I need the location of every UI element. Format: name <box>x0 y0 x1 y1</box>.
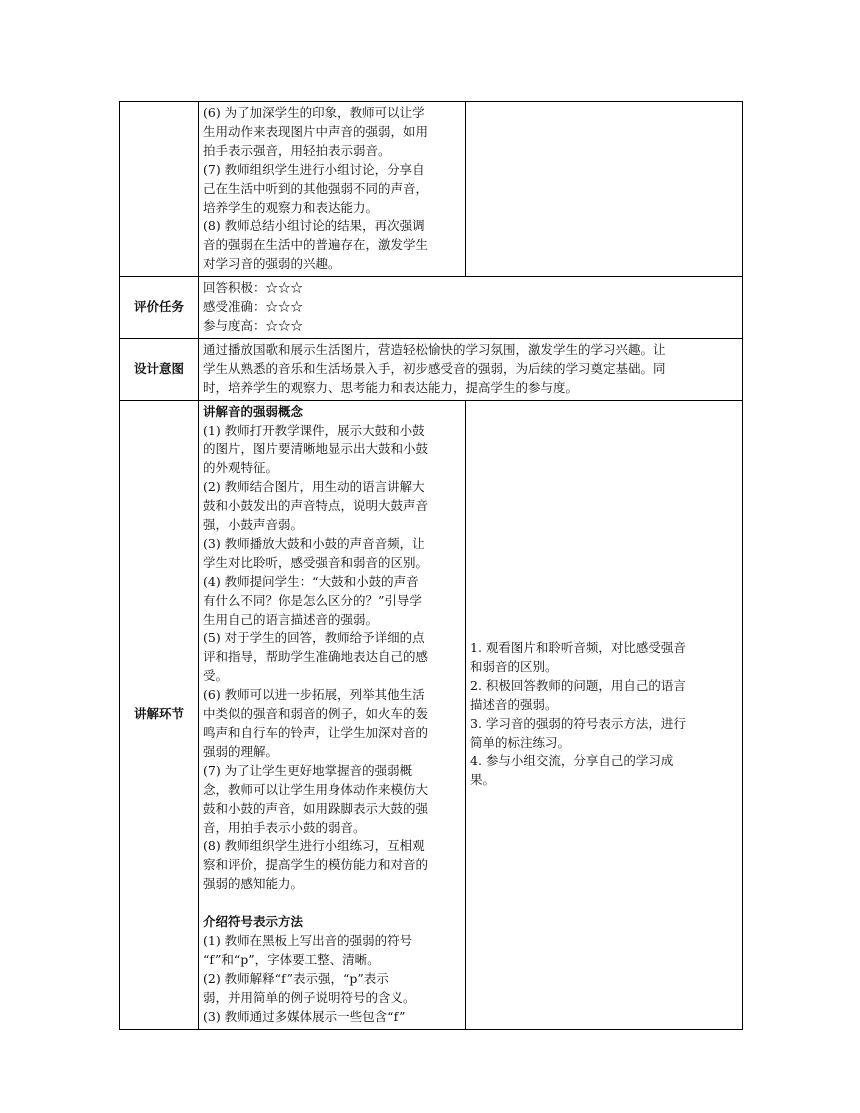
evaluation-lines <box>203 279 738 336</box>
text-line: (7) 教师组织学生进行小组讨论，分享自 <box>203 161 425 177</box>
student-activity-cell <box>466 400 743 1029</box>
explanation-process-cell <box>199 400 466 1029</box>
text-line: (8) 教师组织学生进行小组练习，互相观 <box>203 838 425 854</box>
text-line: 4. 参与小组交流，分享自己的学习成 <box>470 753 674 769</box>
text-line: (1) 教师打开教学课件，展示大鼓和小鼓 <box>203 422 425 438</box>
text-line: 回答积极：☆☆☆ <box>203 280 304 296</box>
text-line: 中类似的强音和弱音的例子，如火车的轰 <box>203 706 429 722</box>
table-row-design-intent <box>120 338 743 400</box>
text-line: (8) 教师总结小组讨论的结果，再次强调 <box>203 218 425 234</box>
table-row-continued-process <box>120 102 743 277</box>
process-cell <box>199 102 466 277</box>
text-line: 培养学生的观察力和表达能力。 <box>203 199 379 215</box>
text-line: 拍手表示强音，用轻拍表示弱音。 <box>203 142 391 158</box>
text-line: 有什么不同？你是怎么区分的？”引导学 <box>203 592 422 608</box>
text-line: 和弱音的区别。 <box>470 658 558 674</box>
text-line: 强，小鼓声音弱。 <box>203 517 304 533</box>
design-intent-lines <box>203 341 738 398</box>
text-line: 评和指导，帮助学生准确地表达自己的感 <box>203 649 429 665</box>
text-line: 念，教师可以让学生用身体动作来模仿大 <box>203 781 429 797</box>
text-line: 简单的标注练习。 <box>470 734 571 750</box>
row-label-design-intent: 设计意图 <box>120 338 199 400</box>
text-line: (1) 教师在黑板上写出音的强弱的符号 <box>203 933 413 949</box>
text-line: 的外观特征。 <box>203 460 279 476</box>
text-line: 对学习音的强弱的兴趣。 <box>203 256 341 272</box>
text-line: 学生对比聆听，感受强音和弱音的区别。 <box>203 554 429 570</box>
row-label-empty <box>120 102 199 277</box>
section-title-strength-concept: 讲解音的强弱概念 <box>203 403 304 419</box>
text-line: (6) 教师可以进一步拓展，列举其他生活 <box>203 687 425 703</box>
section-spacer <box>203 894 461 913</box>
text-line: 己在生活中听到的其他强弱不同的声音， <box>203 180 429 196</box>
text-line: 音的强弱在生活中的普遍存在，激发学生 <box>203 237 429 253</box>
symbol-method-lines <box>203 932 461 1027</box>
text-line: 学生从熟悉的音乐和生活场景入手，初步感受音的强弱，为后续的学习奠定基础。同 <box>203 360 666 376</box>
text-line: 察和评价，提高学生的模仿能力和对音的 <box>203 857 429 873</box>
text-line: (7) 为了让学生更好地掌握音的强弱概 <box>203 762 413 778</box>
text-line: (2) 教师解释“f”表示强，“p”表示 <box>203 970 389 986</box>
text-line: 通过播放国歌和展示生活图片，营造轻松愉快的学习氛围，激发学生的学习兴趣。让 <box>203 341 666 357</box>
text-line: 感受准确：☆☆☆ <box>203 299 304 315</box>
text-line: 2. 积极回答教师的问题，用自己的语言 <box>470 677 686 693</box>
text-line: 鼓和小鼓发出的声音特点，说明大鼓声音 <box>203 498 429 514</box>
text-line: 3. 学习音的强弱的符号表示方法，进行 <box>470 715 686 731</box>
text-line: 参与度高：☆☆☆ <box>203 317 304 333</box>
text-line: 生用自己的语言描述音的强弱。 <box>203 611 379 627</box>
text-line: 果。 <box>470 772 496 788</box>
text-line: 鸣声和自行车的铃声，让学生加深对音的 <box>203 725 429 740</box>
text-line: (2) 教师结合图片，用生动的语言讲解大 <box>203 479 425 495</box>
text-line: 生用动作来表现图片中声音的强弱，如用 <box>203 123 429 139</box>
text-line: (4) 教师提问学生：“大鼓和小鼓的声音 <box>203 573 419 589</box>
text-line: (5) 对于学生的回答，教师给予详细的点 <box>203 630 425 646</box>
text-line: (3) 教师播放大鼓和小鼓的声音音频，让 <box>203 535 425 551</box>
section-title-symbol-method: 介绍符号表示方法 <box>203 914 304 930</box>
text-line: 受。 <box>203 668 229 684</box>
text-line: 鼓和小鼓的声音，如用跺脚表示大鼓的强 <box>203 800 429 816</box>
row-label-evaluation: 评价任务 <box>120 277 199 339</box>
student-activity-lines <box>470 639 738 790</box>
strength-concept-lines <box>203 422 461 895</box>
activity-cell-empty <box>466 102 743 277</box>
process-lines <box>203 104 461 274</box>
evaluation-cell <box>199 277 743 339</box>
text-line: 弱，并用简单的例子说明符号的含义。 <box>203 989 416 1005</box>
text-line: 强弱的理解。 <box>203 743 279 759</box>
table-row-evaluation <box>120 277 743 339</box>
text-line: 强弱的感知能力。 <box>203 876 304 892</box>
text-line: 时，培养学生的观察力、思考能力和表达能力，提高学生的参与度。 <box>203 379 579 395</box>
row-label-explanation: 讲解环节 <box>120 400 199 1029</box>
text-line: 1. 观看图片和聆听音频，对比感受强音 <box>470 639 686 655</box>
text-line: 的图片，图片要清晰地显示出大鼓和小鼓 <box>203 441 429 457</box>
table-row-explanation <box>120 400 743 1029</box>
text-line: 音，用拍手表示小鼓的弱音。 <box>203 819 366 835</box>
text-line: (6) 为了加深学生的印象，教师可以让学 <box>203 105 425 120</box>
text-line: (3) 教师通过多媒体展示一些包含“f” <box>203 1008 406 1024</box>
design-intent-cell <box>199 338 743 400</box>
text-line: 描述音的强弱。 <box>470 696 558 712</box>
lesson-plan-table <box>119 101 743 1030</box>
text-line: “f”和“p”，字体要工整、清晰。 <box>203 951 380 967</box>
